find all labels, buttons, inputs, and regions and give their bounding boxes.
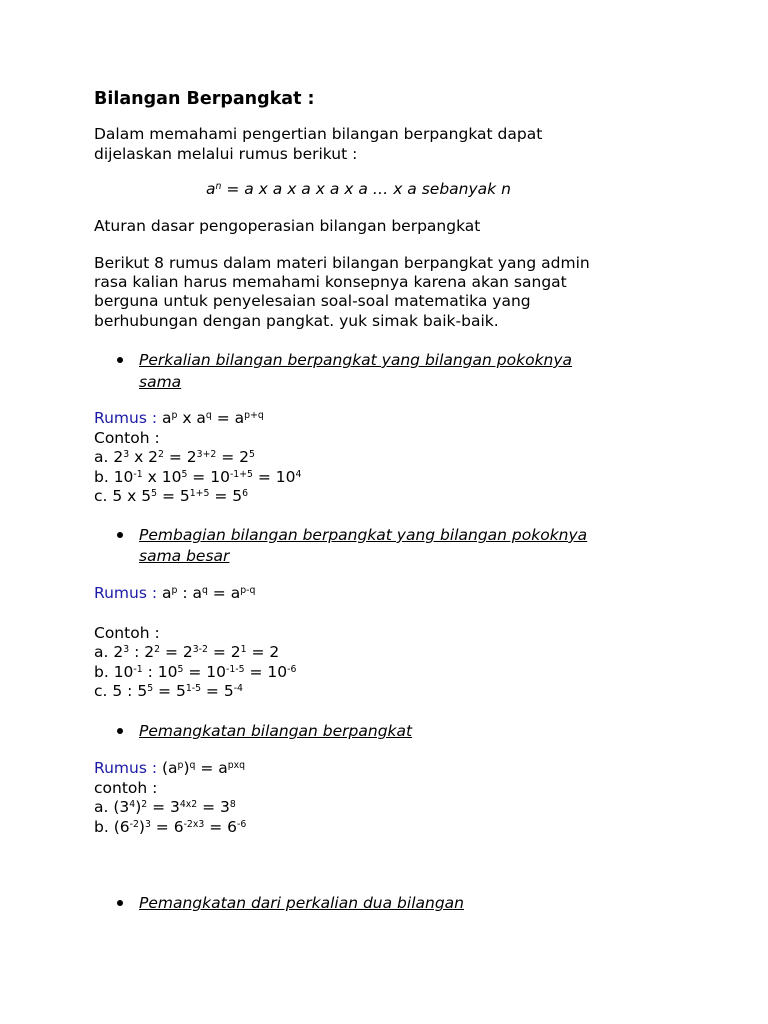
definition-formula: $a^n = a$ x a x a x a x a … x a sebanyak n bbox=[206, 180, 511, 198]
rumus-label: Rumus : bbox=[94, 584, 158, 602]
example-b: b. $10^{-1}$ x $10^5 = 10^{-1+5} = 10^4$ bbox=[94, 468, 302, 486]
bullet-dot bbox=[117, 532, 123, 538]
example-b: b. $(6^{-2})^3 = 6^{-2x3} = 6^{-6}$ bbox=[94, 818, 247, 836]
rules-heading: Aturan dasar pengoperasian bilangan berpangkat bbox=[94, 217, 481, 235]
example-b: b. $10^{-1}$ : $10^5 = 10^{-1-5} = 10^{-6}$ bbox=[94, 663, 297, 681]
intro-line-2: dijelaskan melalui rumus berikut : bbox=[94, 145, 358, 163]
paragraph-line-1: Berikut 8 rumus dalam materi bilangan berpangkat yang admin bbox=[94, 254, 590, 272]
bullet-dot bbox=[117, 728, 123, 734]
contoh-label: Contoh : bbox=[94, 624, 160, 642]
rumus-label: Rumus : bbox=[94, 409, 158, 427]
contoh-label: Contoh : bbox=[94, 429, 160, 447]
rumus-division: Rumus : $a^p$ : $a^q = a^{p-q}$ bbox=[94, 584, 256, 602]
paragraph-line-2: rasa kalian harus memahami konsepnya karena akan sangat bbox=[94, 273, 567, 291]
bullet-dot bbox=[117, 357, 123, 363]
paragraph-line-3: berguna untuk penyelesaian soal-soal matematika yang bbox=[94, 292, 531, 310]
intro-line-1: Dalam memahami pengertian bilangan berpangkat dapat bbox=[94, 125, 543, 143]
bullet-heading-multiplication-line-2: sama bbox=[139, 373, 182, 391]
bullet-dot bbox=[117, 900, 123, 906]
paragraph-line-4: berhubungan dengan pangkat. yuk simak baik-baik. bbox=[94, 312, 499, 330]
example-a: a. $2^3$ x $2^2 = 2^{3+2} = 2^5$ bbox=[94, 448, 255, 466]
example-c: c. 5 : $5^5 = 5^{1-5} = 5^{-4}$ bbox=[94, 682, 243, 700]
bullet-heading-power-of-power: Pemangkatan bilangan berpangkat bbox=[139, 722, 413, 740]
contoh-label: contoh : bbox=[94, 779, 158, 797]
example-a: a. $(3^4)^2 = 3^{4x2} = 3^8$ bbox=[94, 798, 236, 816]
bullet-heading-division-line-2: sama besar bbox=[139, 547, 230, 565]
rumus-multiplication: Rumus : $a^p$ x $a^q = a^{p+q}$ bbox=[94, 409, 264, 427]
example-c: c. 5 x $5^5 = 5^{1+5} = 5^6$ bbox=[94, 487, 249, 505]
bullet-heading-multiplication-line-1: Perkalian bilangan berpangkat yang bilangan pokoknya bbox=[139, 351, 573, 369]
bullet-heading-division-line-1: Pembagian bilangan berpangkat yang bilangan pokoknya bbox=[139, 526, 588, 544]
rumus-label: Rumus : bbox=[94, 759, 158, 777]
rumus-power-of-power: Rumus : $(a^p)^q = a^{pxq}$ bbox=[94, 759, 246, 777]
page-title: Bilangan Berpangkat : bbox=[94, 89, 315, 109]
bullet-heading-power-of-product: Pemangkatan dari perkalian dua bilangan bbox=[139, 894, 464, 912]
example-a: a. $2^3$ : $2^2 = 2^{3-2} = 2^1 = 2$ bbox=[94, 643, 280, 661]
